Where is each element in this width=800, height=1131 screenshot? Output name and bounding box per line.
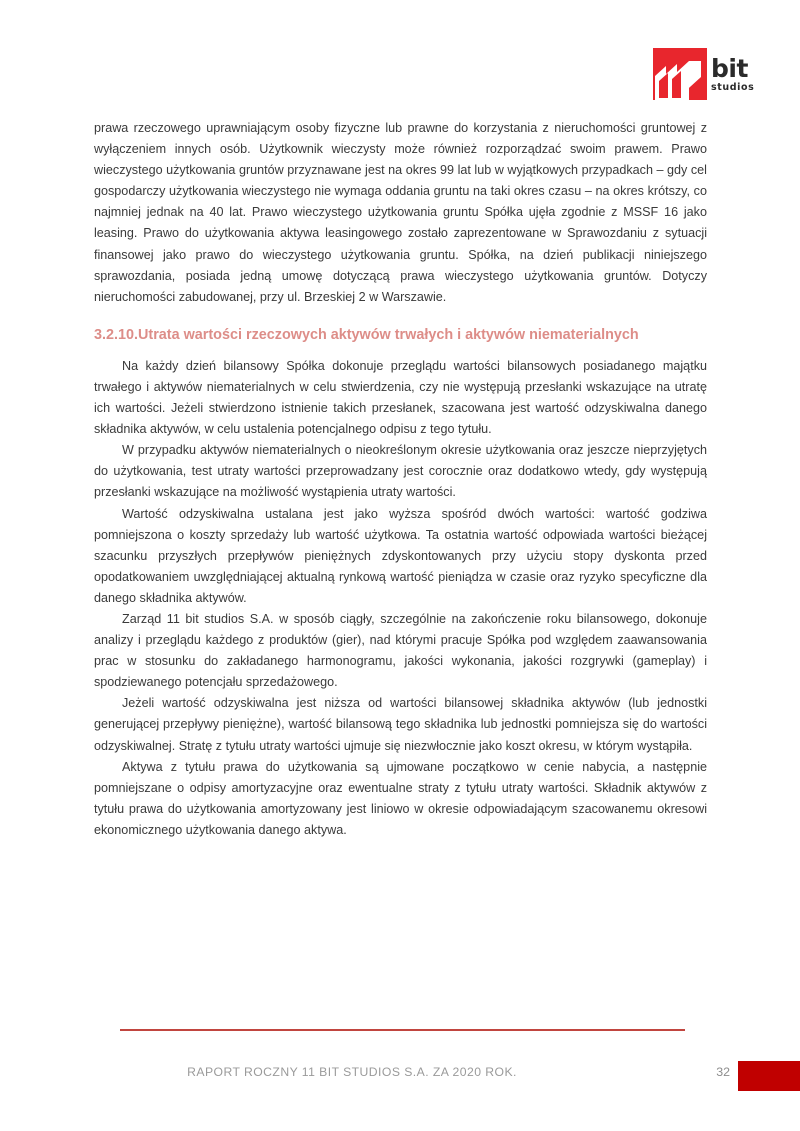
document-content xyxy=(94,118,707,841)
footer-accent-block xyxy=(738,1061,800,1091)
section-heading-title: Utrata wartości rzeczowych aktywów trwałych i aktywów niematerialnych xyxy=(138,326,639,343)
page-number: 32 xyxy=(716,1065,730,1079)
footer-caption: RAPORT ROCZNY 11 BIT STUDIOS S.A. ZA 2020 ROK. xyxy=(187,1065,517,1079)
logo-bit-text: bit xyxy=(711,54,748,83)
section-heading xyxy=(94,325,654,346)
paragraph: Aktywa z tytułu prawa do użytkowania są ujmowane początkowo w cenie nabycia, a następnie pomniejszane o odpisy amortyzacyjne oraz ewentualne straty z tytułu utraty wartości. Składnik aktywów z tytułu prawa do użytkowania amortyzowany jest liniowo w okresie odpowiadającym szacowanemu okresowi ekonomicznego użytkowania danego aktywa. xyxy=(94,759,707,837)
logo-wordmark xyxy=(711,56,767,93)
eleven-bit-mark-icon xyxy=(653,48,707,100)
paragraph: Na każdy dzień bilansowy Spółka dokonuje przeglądu wartości bilansowych posiadanego majątku trwałego i aktywów niematerialnych w celu stwierdzenia, czy nie występują przesłanki wskazujące na utratę ich wartości. Jeżeli stwierdzono istnienie takich przesłanek, szacowana jest wartość odzyskiwalna danego składnika aktywów, w celu ustalenia potencjalnego odpisu z tego tytułu. xyxy=(94,358,707,437)
footer-divider xyxy=(120,1029,685,1031)
company-logo xyxy=(653,48,765,104)
paragraph: Jeżeli wartość odzyskiwalna jest niższa od wartości bilansowej składnika aktywów (lub jednostki generującej przepływy pieniężne), wartość bilansową tego składnika lub jednostki pomniejsza się do wartości odzyskiwalnej. Stratę z tytułu utraty wartości ujmuje się niezwłocznie jako koszt okresu, w którym wystąpiła. xyxy=(94,696,707,753)
paragraph: Zarząd 11 bit studios S.A. w sposób ciągły, szczególnie na zakończenie roku bilansowego, dokonuje analizy i przeglądu każdego z produktów (gier), nad którymi pracuje Spółka pod względem zaawansowania prac w stosunku do zakładanego harmonogramu, jakości wykonania, jakości rozgrywki (gameplay) i spodziewanego potencjału sprzedażowego. xyxy=(94,611,707,690)
paragraph: W przypadku aktywów niematerialnych o nieokreślonym okresie użytkowania oraz jeszcze nieprzyjętych do użytkowania, test utraty wartości przeprowadzany jest corocznie oraz dodatkowo wtedy, gdy występują przesłanki wskazujące na możliwość wystąpienia utraty wartości. xyxy=(94,443,707,500)
section-heading-number: 3.2.10. xyxy=(94,326,139,343)
logo-studios-text: studios xyxy=(711,82,755,93)
paragraph: Wartość odzyskiwalna ustalana jest jako wyższa spośród dwóch wartości: wartość godziwa pomniejszona o koszty sprzedaży lub wartość użytkowa. Ta ostatnia wartość odpowiada wartości bieżącej szacunku przyszłych przepływów pieniężnych zdyskontowanych przy użyciu stopy dyskonta przed opodatkowaniem uwzględniającej aktualną rynkową wartość pieniądza w czasie oraz ryzyko specyficzne dla danego składnika aktywów. xyxy=(94,506,707,605)
paragraph-continued: prawa rzeczowego uprawniającym osoby fizyczne lub prawne do korzystania z nieruchomości gruntowej z wyłączeniem innych osób. Użytkownik wieczysty może również rozporządzać swoim prawem. Prawo wieczystego użytkowania gruntów przyznawane jest na okres 99 lat lub w wyjątkowych przypadkach – gdy cel gospodarczy użytkowania wieczystego nie wymaga oddania gruntu na taki okres czasu – na okres krótszy, co najmniej jednak na 40 lat. Prawo wieczystego użytkowania gruntu Spółka ujęła zgodnie z MSSF 16 jako leasing. Prawo do użytkowania aktywa leasingowego zostało zaprezentowane w Sprawozdaniu z sytuacji finansowej jako prawo do wieczystego użytkowania gruntu. Spółka, na dzień publikacji niniejszego sprawozdania, posiada jedną umowę dotyczącą prawa wieczystego użytkowania gruntów. Dotyczy nieruchomości zabudowanej, przy ul. Brzeskiej 2 w Warszawie. xyxy=(94,121,707,304)
